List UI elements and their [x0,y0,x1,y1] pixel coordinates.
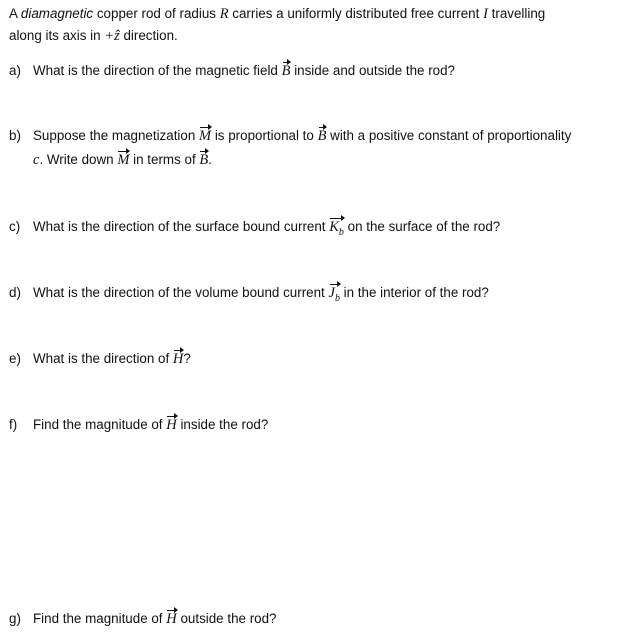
question-b-line-2: c. Write down M in terms of B. [33,152,212,168]
intro-line-2: along its axis in +ẑ direction. [9,28,178,44]
question-d: d) What is the direction of the volume bound current $J_b$ in the interior of the rod? [9,285,489,304]
question-b: b) Suppose the magnetization M is proportional to B with a positive constant of proportionality [9,128,572,144]
question-c: c) What is the direction of the surface bound current $K_b$ on the surface of the rod? [9,219,501,238]
question-a: a) What is the direction of the magnetic field B inside and outside the rod? [9,63,455,79]
question-e: e) What is the direction of H? [9,351,191,367]
intro-line-1: A diamagnetic copper rod of radius R carries a uniformly distributed free current I travelling [9,6,546,22]
question-g: g) Find the magnitude of H outside the rod? [9,611,277,627]
question-f: f) Find the magnitude of H inside the rod? [9,417,269,433]
